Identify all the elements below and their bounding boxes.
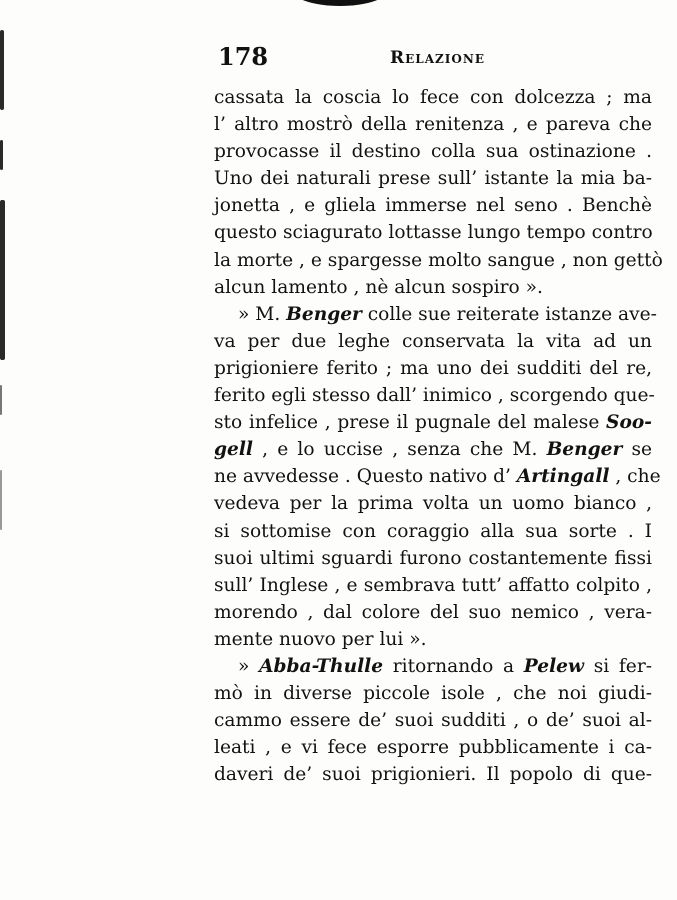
text-line: alcun lamento , nè alcun sospiro ». (214, 276, 543, 298)
page-number: 178 (218, 42, 269, 71)
text-line: sull’ Inglese , e sembrava tutt’ affatto colpito , (214, 574, 652, 596)
italic-name: Pelew (523, 655, 585, 677)
italic-name: Abba-Thulle (259, 655, 384, 677)
body-text (214, 84, 663, 788)
text-line: jonetta , e gliela immerse nel seno . Benchè (214, 195, 652, 217)
text-line: va per due leghe conservata la vita ad un (214, 330, 652, 352)
running-head: Relazione (390, 48, 485, 68)
italic-name: Benger (286, 303, 362, 325)
scan-shadow (290, 0, 390, 6)
page-edge-mark (0, 30, 4, 110)
text-line: cassata la coscia lo fece con dolcezza ; ma (214, 87, 652, 108)
page-edge-mark (0, 385, 2, 415)
text-line: suoi ultimi sguardi furono costantemente fissi (214, 547, 652, 569)
text-line: la morte , e spargesse molto sangue , non gettò (214, 249, 663, 271)
text-line: mente nuovo per lui ». (214, 628, 427, 650)
text-line: cammo essere de’ suoi sudditi , o de’ suoi al- (214, 710, 652, 732)
text-line: daveri de’ suoi prigionieri. Il popolo di que- (214, 764, 652, 786)
text-line: mò in diverse piccole isole , che noi giudi- (214, 683, 652, 705)
text-line: ferito egli stesso dall’ inimico , scorgendo que- (214, 385, 655, 407)
text-line: » M. Benger colle sue reiterate istanze ave- (238, 303, 657, 325)
text-line: leati , e vi fece esporre pubblicamente i ca- (214, 737, 652, 759)
italic-name: Artingall (516, 466, 610, 488)
text-line: prigioniere ferito ; ma uno dei sudditi del re, (214, 357, 652, 379)
italic-name: gell (214, 439, 253, 461)
page-edge-mark (0, 200, 5, 360)
text-line: » Abba-Thulle ritornando a Pelew si fer- (238, 655, 652, 677)
text-line: vedeva per la prima volta un uomo bianco , (214, 493, 652, 515)
text-line: si sottomise con coraggio alla sua sorte . I (214, 520, 652, 542)
text-line: gell , e lo uccise , senza che M. Benger se (214, 439, 652, 461)
page-edge-mark (0, 140, 3, 170)
text-line: provocasse il destino colla sua ostinazione . (214, 141, 652, 163)
page-header (218, 42, 658, 74)
text-line: l’ altro mostrò della renitenza , e pareva che (214, 114, 652, 136)
text-line: ne avvedesse . Questo nativo d’ Artingall , che (214, 466, 661, 488)
page-edge-mark (0, 470, 2, 530)
text-line: morendo , dal colore del suo nemico , vera- (214, 601, 652, 623)
italic-name: Soo- (606, 412, 652, 434)
text-line: questo sciagurato lottasse lungo tempo contro (214, 222, 653, 244)
text-line: Uno dei naturali prese sull’ istante la mia ba- (214, 168, 652, 190)
italic-name: Benger (546, 439, 623, 461)
text-line: sto infelice , prese il pugnale del malese Soo- (214, 412, 652, 434)
